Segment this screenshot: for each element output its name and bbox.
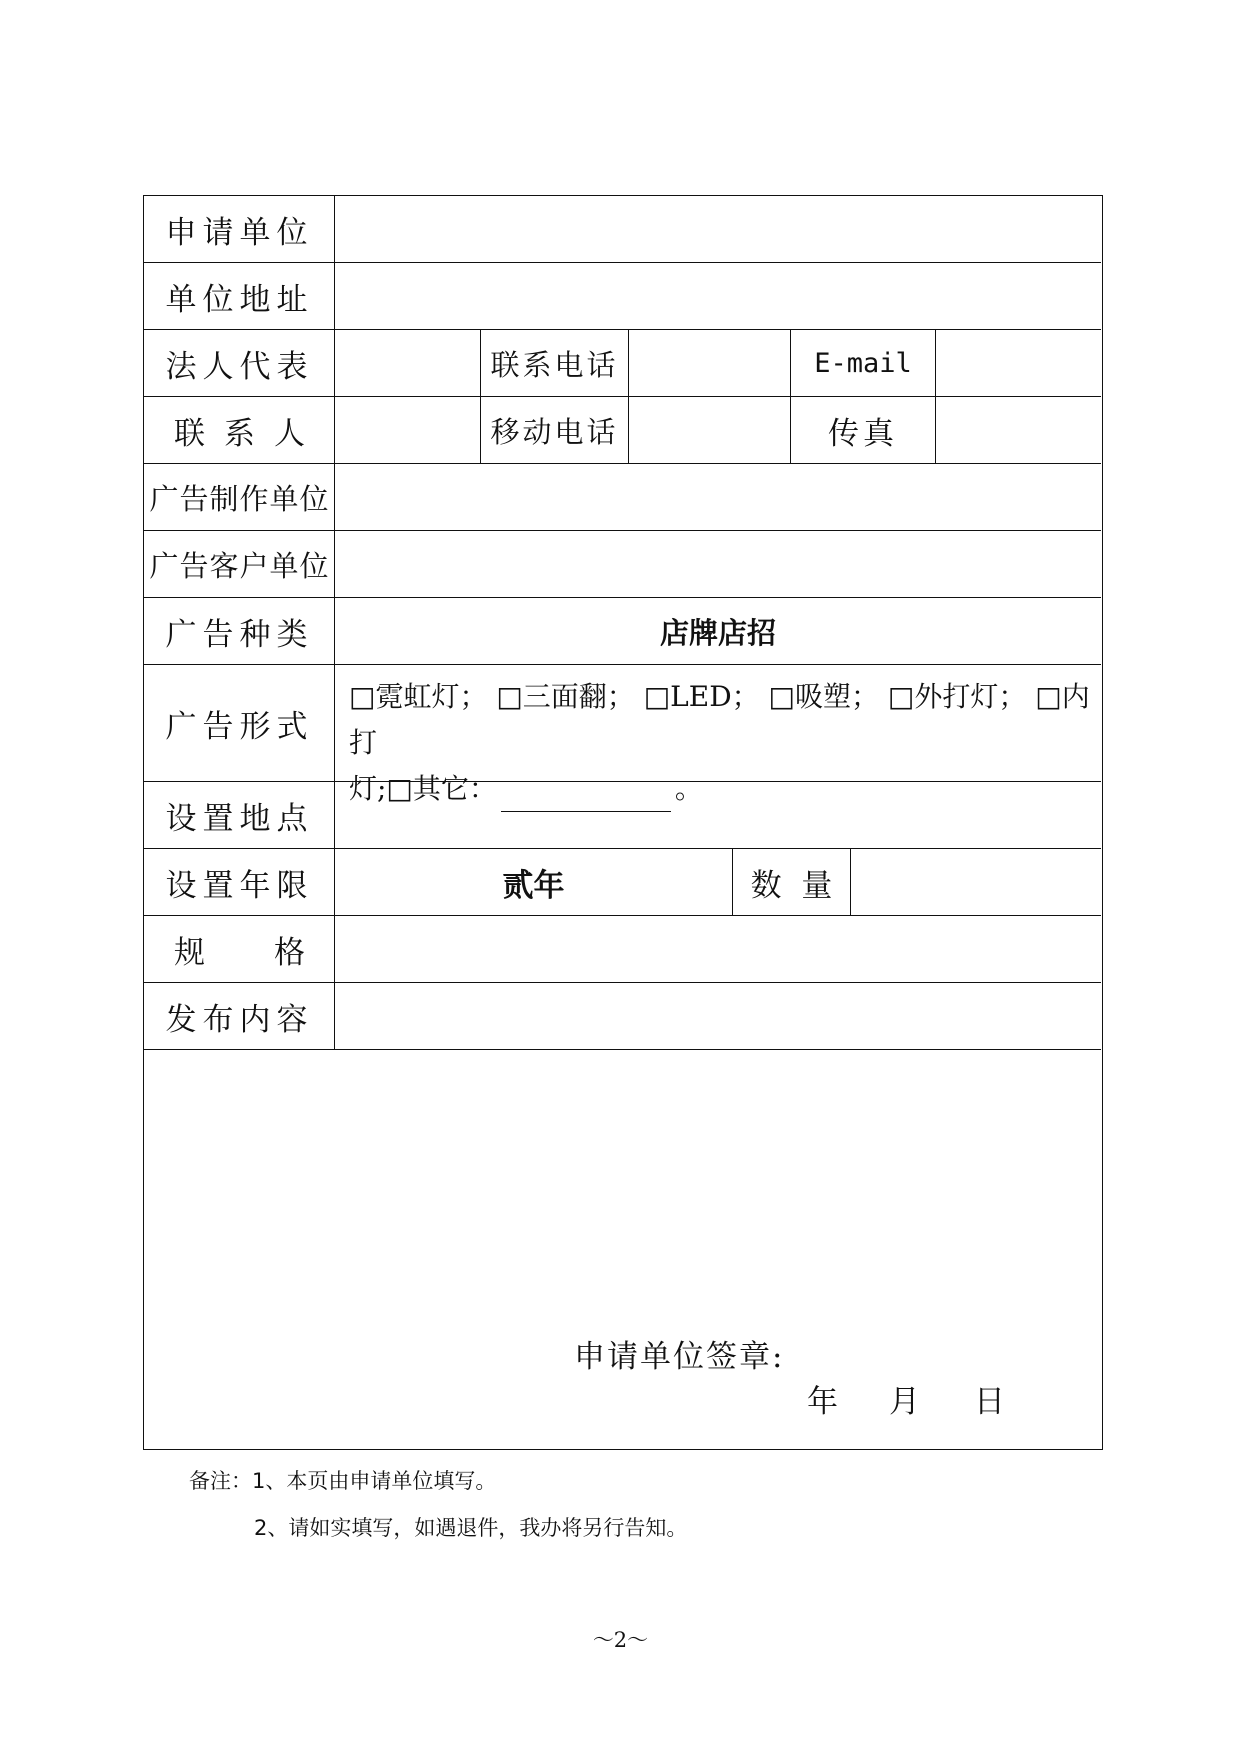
label-content: 发布内容 [165,1001,314,1038]
note-line-1: 备注：1、本页由申请单位填写。 [189,1469,497,1493]
label-ad-type: 广告种类 [165,616,314,653]
value-term: 贰年 [502,867,565,904]
application-form-table [143,195,1103,1450]
signature-day: 日 [974,1384,1005,1420]
label-legal-rep: 法人代表 [165,348,314,385]
label-mobile: 移动电话 [490,414,619,449]
input-contact-phone[interactable] [629,330,790,396]
input-mobile[interactable] [629,397,790,463]
label-address: 单位地址 [165,281,314,318]
input-contact-person[interactable] [335,397,480,463]
input-location[interactable] [335,782,1101,848]
input-email[interactable] [936,330,1101,396]
input-producer[interactable] [335,464,1101,530]
ad-form-options-line2: 灯;□其它： 。 [349,766,1099,812]
label-client: 广告客户单位 [149,548,330,583]
input-spec[interactable] [335,916,1101,982]
label-email: E-mail [814,347,912,379]
label-fax: 传真 [828,415,898,452]
input-address[interactable] [335,263,1101,329]
signature-month: 月 [889,1384,920,1420]
label-location: 设置地点 [165,800,314,837]
signature-label: 申请单位签章: [574,1339,785,1375]
label-term: 设置年限 [165,867,314,904]
ad-form-options-line1: □霓虹灯； □三面翻； □LED； □吸塑； □外打灯； □内打 [349,680,1090,759]
label-contact-phone: 联系电话 [490,347,619,382]
input-legal-rep[interactable] [335,330,480,396]
note-line-2: 2、请如实填写，如遇退件，我办将另行告知。 [254,1516,688,1540]
label-contact-person: 联 系 人 [174,415,305,452]
label-applicant: 申请单位 [165,214,314,251]
input-client[interactable] [335,531,1101,597]
input-content[interactable] [335,983,1101,1049]
value-ad-type: 店牌店招 [659,615,776,650]
input-quantity[interactable] [851,849,1101,915]
input-fax[interactable] [936,397,1101,463]
input-applicant[interactable] [335,196,1101,262]
label-spec: 规 格 [174,934,305,971]
label-quantity: 数 量 [750,867,833,904]
label-producer: 广告制作单位 [149,481,330,516]
signature-year: 年 [807,1384,838,1420]
label-ad-form: 广告形式 [165,708,314,745]
page-number: ～2～ [592,1628,649,1652]
